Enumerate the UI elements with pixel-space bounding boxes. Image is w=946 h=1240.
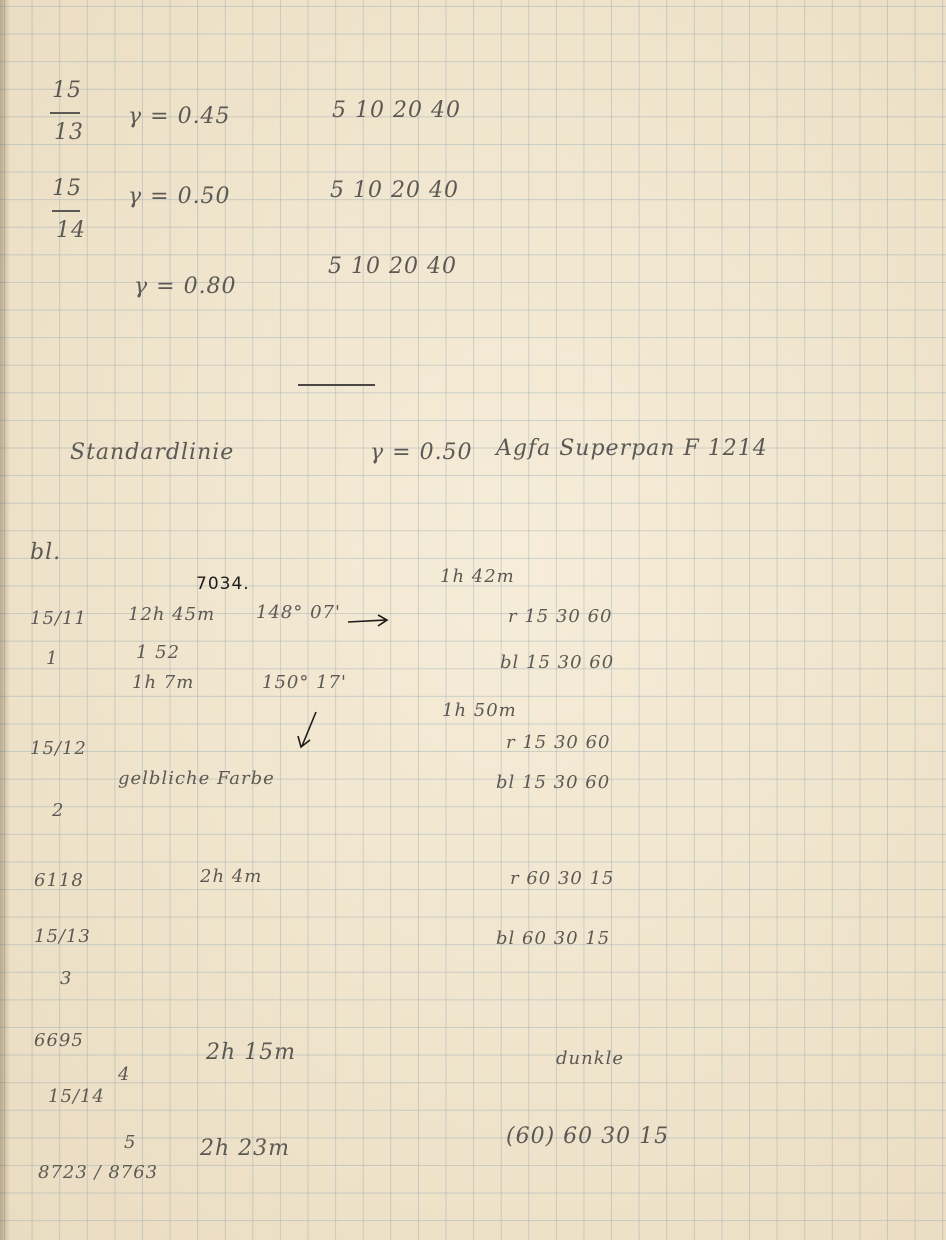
exposure-times: 5 10 20 40	[328, 254, 457, 279]
entry-date: 15/13	[34, 926, 91, 947]
entry-angle: 148° 07'	[256, 602, 341, 623]
exposure-times: 5 10 20 40	[330, 178, 459, 203]
red-exposures: r 15 30 60	[508, 606, 613, 627]
section-divider	[298, 384, 375, 386]
section-label: bl.	[30, 540, 62, 565]
entry-number: 4	[118, 1064, 131, 1085]
right-time: 1h 42m	[440, 566, 515, 587]
date-numerator: 15	[52, 78, 82, 103]
entry-number: 1	[46, 648, 59, 669]
entry-angle: 150° 17'	[262, 672, 347, 693]
entry-number: 2	[52, 800, 65, 821]
gamma-value: γ = 0.80	[134, 274, 237, 299]
heading-plate: Agfa Superpan F 1214	[496, 436, 768, 461]
entry-time: 1h 7m	[132, 672, 195, 693]
gamma-value: γ = 0.45	[128, 104, 231, 129]
blue-exposures: bl 15 30 60	[500, 652, 615, 673]
heading-gamma: γ = 0.50	[370, 440, 473, 465]
entry-date: 15/14	[48, 1086, 105, 1107]
date-numerator: 15	[52, 176, 82, 201]
fraction-line	[52, 210, 80, 212]
entry-time: 1 52	[136, 642, 181, 663]
heading-label: Standardlinie	[70, 440, 235, 465]
plate-number: 6118	[34, 870, 84, 891]
plate-number: 6695	[34, 1030, 84, 1051]
exposure-times: 5 10 20 40	[332, 98, 461, 123]
plate-numbers: 8723 / 8763	[38, 1162, 159, 1183]
entry-number: 3	[60, 968, 73, 989]
red-exposures: r 60 30 15	[510, 868, 615, 889]
entry-number: 5	[124, 1132, 137, 1153]
right-note: dunkle	[556, 1048, 625, 1069]
entry-time: 2h 15m	[206, 1040, 297, 1065]
down-arrow-icon	[292, 708, 322, 754]
blue-exposures: bl 15 30 60	[496, 772, 611, 793]
right-time: 1h 50m	[442, 700, 517, 721]
date-denominator: 14	[56, 218, 86, 243]
fraction-line	[50, 112, 80, 114]
ink-note: 7034.	[196, 574, 250, 594]
entry-time: 2h 4m	[200, 866, 263, 887]
entry-date: 15/11	[30, 608, 87, 629]
entry-time: 2h 23m	[200, 1136, 291, 1161]
right-arrow-icon	[346, 610, 392, 630]
entry-time: 12h 45m	[128, 604, 216, 625]
entry-note: gelbliche Farbe	[118, 768, 275, 789]
red-exposures: r 15 30 60	[506, 732, 611, 753]
entry-date: 15/12	[30, 738, 87, 759]
date-denominator: 13	[54, 120, 84, 145]
gamma-value: γ = 0.50	[128, 184, 231, 209]
blue-exposures: bl 60 30 15	[496, 928, 611, 949]
final-exposures: (60) 60 30 15	[506, 1124, 670, 1149]
